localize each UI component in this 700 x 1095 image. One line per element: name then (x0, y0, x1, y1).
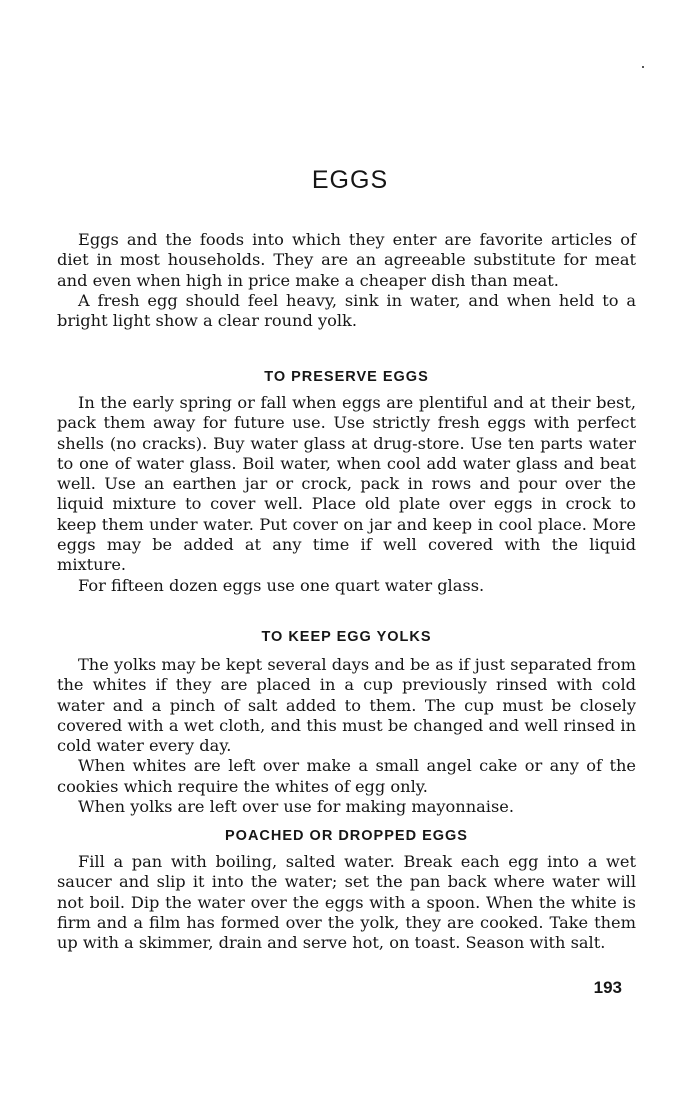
paragraph: The yolks may be kept several days and be as if just separated from the whites if they are placed in a cup previously rinsed with cold water and a pinch of salt added to them. The cup must be closely covered with a wet cloth, and this must be changed and well rinsed in cold water every day. (57, 655, 636, 756)
intro-paragraph: A fresh egg should feel heavy, sink in water, and when held to a bright light show a clear round yolk. (57, 290, 636, 331)
intro-paragraph: Eggs and the foods into which they enter are favorite articles of diet in most households. They are an agreeable substitute for meat and even when high in price make a cheaper dish than meat. (57, 230, 636, 290)
intro-text (57, 230, 636, 331)
speck-mark (642, 66, 644, 68)
paragraph: When whites are left over make a small angel cake or any of the cookies which require the whites of egg only. (57, 756, 636, 796)
section-body-preserve-eggs (57, 393, 636, 596)
paragraph: Fill a pan with boiling, salted water. Break each egg into a wet saucer and slip it into the water; set the pan back where water will not boil. Dip the water over the eggs with a spoon. When the white is firm and a film has formed over the yolk, they are cooked. Take them up with a skimmer, drain and serve hot, on toast. Season with salt. (57, 852, 636, 953)
page-title: EGGS (311, 166, 389, 194)
paragraph: For fifteen dozen eggs use one quart water glass. (78, 575, 485, 595)
section-heading-keep-egg-yolks: TO KEEP EGG YOLKS (261, 629, 432, 645)
section-body-poached-eggs (57, 852, 636, 953)
section-heading-poached-eggs: POACHED OR DROPPED EGGS (225, 828, 468, 844)
section-heading-preserve-eggs: TO PRESERVE EGGS (264, 369, 429, 385)
paragraph: In the early spring or fall when eggs are plentiful and at their best, pack them away for future use. Use strictly fresh eggs with perfect shells (no cracks). Buy water glass at drug-store. Use ten parts water to one of water glass. Boil water, when cool add water glass and beat well. Use an earthen jar or crock, pack in rows and pour over the liquid mixture to cover well. Place old plate over eggs in crock to keep them under water. Put cover on jar and keep in cool place. More eggs may be added at any time if well covered with the liquid mixture. (57, 393, 636, 575)
page-number: 193 (593, 978, 622, 997)
section-body-keep-egg-yolks (57, 655, 636, 817)
paragraph: When yolks are left over use for making mayonnaise. (78, 797, 515, 817)
